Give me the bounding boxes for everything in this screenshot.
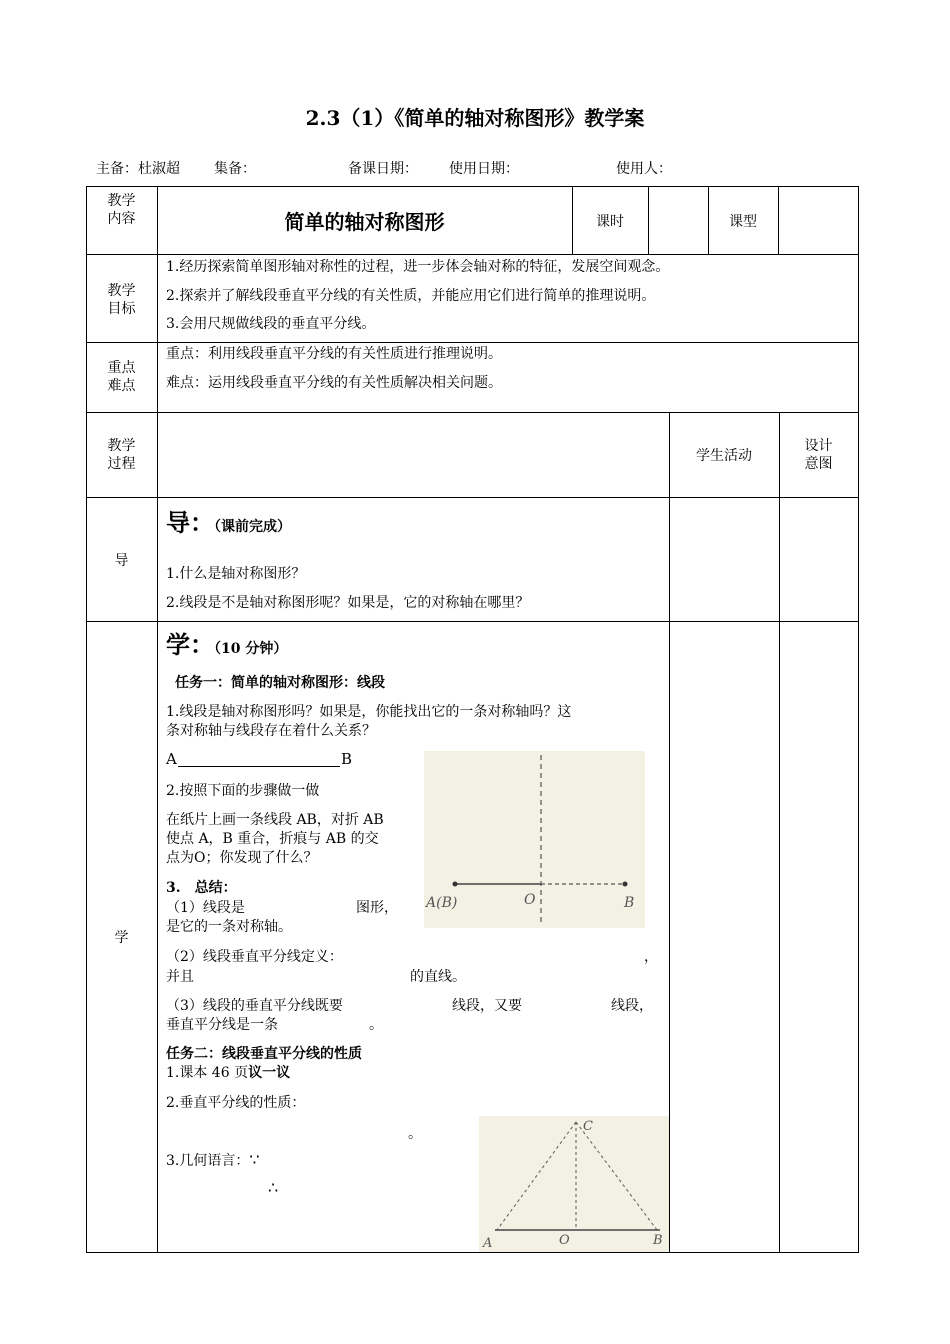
triangle-figure	[479, 1116, 669, 1252]
guide-label: 导	[114, 553, 129, 569]
summary-text: （1）线段是	[166, 900, 245, 916]
student-activity-header: 学生活动	[696, 448, 752, 464]
therefore-symbol: ∴	[268, 1178, 279, 1197]
learn-label: 学	[114, 930, 129, 946]
key-label: 重点 难点	[107, 360, 136, 394]
fig2-label-c: C	[583, 1119, 593, 1134]
fig2-label-a: A	[483, 1236, 493, 1251]
process-label: 教学 过程	[107, 438, 136, 472]
goal-item: 2.探索并了解线段垂直平分线的有关性质，并能应用它们进行简单的推理说明。	[166, 288, 656, 304]
summary-text: 。	[369, 1017, 383, 1033]
fig1-label-b-paren: (B)	[436, 895, 458, 911]
segment-point-b: B	[341, 750, 353, 768]
fig1-label-a: A	[426, 895, 437, 911]
goal-item: 3.会用尺规做线段的垂直平分线。	[166, 316, 376, 332]
fig2-label-b: B	[653, 1233, 663, 1248]
period-label: 课时	[596, 214, 624, 230]
summary-text: 并且	[166, 969, 194, 985]
goals-label: 教学 目标	[107, 283, 136, 317]
design-intent-header: 设计 意图	[804, 438, 833, 472]
summary-text: （2）线段垂直平分线定义：	[166, 949, 343, 965]
guide-question: 2.线段是不是轴对称图形呢？如果是，它的对称轴在哪里？	[166, 595, 530, 611]
difficult-point: 难点：运用线段垂直平分线的有关性质解决相关问题。	[166, 375, 502, 391]
svg-text:A(B)	[424, 895, 457, 911]
summary-text: 垂直平分线是一条	[166, 1017, 278, 1033]
task-two-blank-end: 。	[408, 1126, 422, 1142]
type-label: 课型	[729, 214, 757, 230]
task-two-title: 任务二：线段垂直平分线的性质	[166, 1046, 362, 1062]
question-text: 1.线段是轴对称图形吗？如果是，你能找出它的一条对称轴吗？这	[166, 704, 572, 720]
page-title: 2.3（1）《简单的轴对称图形》教学案	[305, 106, 645, 130]
step-text: 点为O；你发现了什么？	[166, 850, 318, 866]
segment-ab	[178, 766, 340, 767]
step-text: 在纸片上画一条线段 AB，对折 AB	[166, 812, 384, 828]
goal-item: 1.经历探索简单图形轴对称性的过程，进一步体会轴对称的特征，发展空间观念。	[166, 259, 670, 275]
summary-text: 图形，	[356, 900, 398, 916]
summary-text: 的直线。	[410, 969, 466, 985]
step-text: 2.按照下面的步骤做一做	[166, 783, 320, 799]
summary-text: 线段，又要	[452, 998, 522, 1014]
segment-point-a: A	[166, 750, 177, 768]
lesson-content: 简单的轴对称图形	[284, 210, 445, 234]
task-two-item: 3.几何语言：∵	[166, 1150, 260, 1169]
fig1-label-b: B	[624, 895, 635, 911]
fig2-label-o: O	[559, 1233, 570, 1248]
summary-text: （3）线段的垂直平分线既要	[166, 998, 343, 1014]
question-text: 条对称轴与线段存在着什么关系？	[166, 723, 376, 739]
prep-date: 备课日期：	[348, 161, 418, 177]
use-date: 使用日期：	[449, 161, 519, 177]
summary-heading: 3. 总结：	[166, 880, 237, 896]
key-point: 重点：利用线段垂直平分线的有关性质进行推理说明。	[166, 346, 502, 362]
collective-prep: 集备：	[214, 161, 256, 177]
summary-text: ，	[644, 949, 658, 965]
fig1-label-o: O	[524, 892, 536, 908]
content-label: 教学 内容	[107, 193, 136, 227]
learn-heading: 学：（10 分钟）	[166, 630, 288, 659]
guide-question: 1.什么是轴对称图形？	[166, 566, 306, 582]
fold-figure	[424, 751, 645, 928]
task-two-item: 1.课本 46 页议一议	[166, 1065, 291, 1081]
summary-text: 是它的一条对称轴。	[166, 919, 292, 935]
task-two-item: 2.垂直平分线的性质：	[166, 1095, 306, 1111]
summary-text: 线段，	[611, 998, 653, 1014]
step-text: 使点 A，B 重合，折痕与 AB 的交	[166, 831, 379, 847]
user: 使用人：	[616, 161, 672, 177]
task-one-title: 任务一：简单的轴对称图形：线段	[175, 675, 385, 691]
lead-preparer: 主备：杜淑超	[96, 161, 180, 177]
guide-heading: 导：（课前完成）	[166, 508, 291, 537]
